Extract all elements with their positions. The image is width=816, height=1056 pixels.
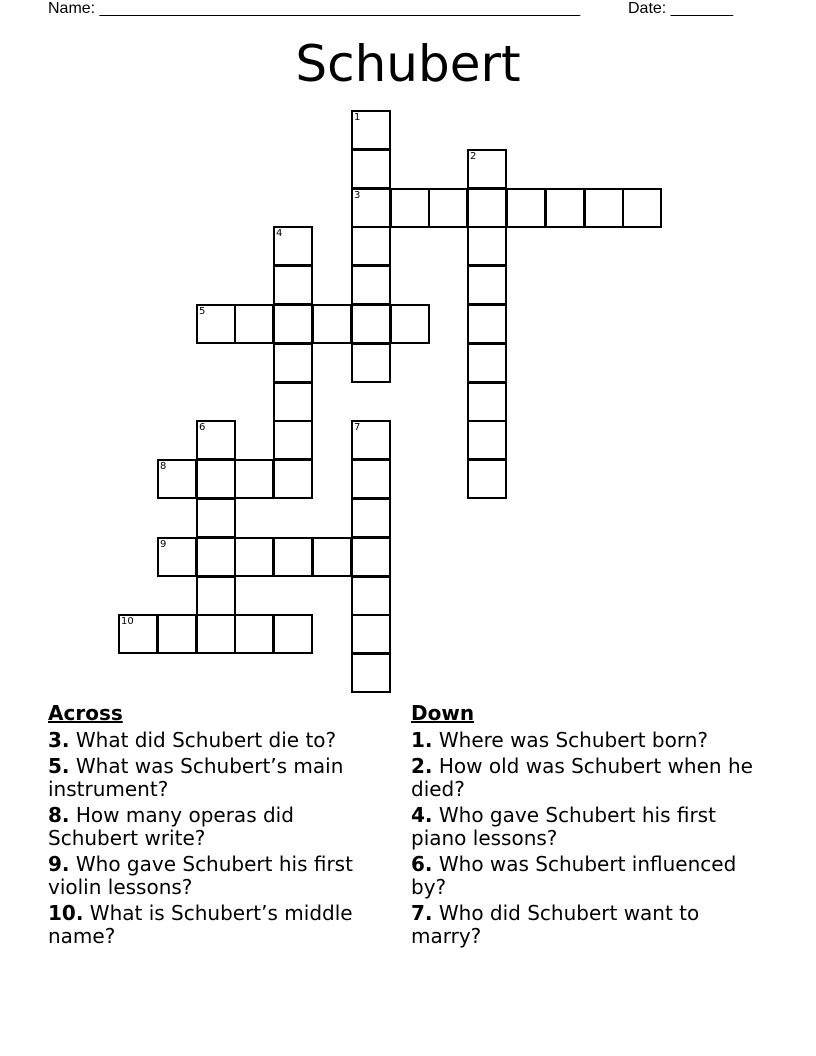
grid-cell xyxy=(506,188,546,228)
clue-text: Who was Schubert influenced by? xyxy=(411,852,737,899)
grid-cell xyxy=(351,188,391,228)
cell-number: 3 xyxy=(354,190,361,201)
grid-cell xyxy=(390,304,430,344)
grid-cell xyxy=(351,304,391,344)
clue-number: 7. xyxy=(411,901,433,925)
grid-cell xyxy=(196,420,236,460)
grid-cell xyxy=(467,265,507,305)
cell-number: 6 xyxy=(199,422,206,433)
grid-cell xyxy=(273,537,313,577)
down-clue xyxy=(411,804,756,850)
grid-cell xyxy=(351,343,391,383)
clue-text: Who gave Schubert his first piano lessons? xyxy=(411,803,716,850)
grid-cell xyxy=(234,304,274,344)
down-clue xyxy=(411,755,756,801)
across-clue xyxy=(48,804,388,850)
grid-cell xyxy=(622,188,662,228)
cell-number: 5 xyxy=(199,306,206,317)
grid-cell xyxy=(196,459,236,499)
down-clue xyxy=(411,729,756,752)
grid-cell xyxy=(273,226,313,266)
grid-cell xyxy=(467,188,507,228)
down-clue xyxy=(411,853,756,899)
grid-cell xyxy=(312,537,352,577)
clue-number: 5. xyxy=(48,754,70,778)
date-field-label: Date: _______ xyxy=(628,0,733,17)
grid-cell xyxy=(467,149,507,189)
clue-text: How old was Schubert when he died? xyxy=(411,754,753,801)
across-clue xyxy=(48,729,388,752)
clue-number: 9. xyxy=(48,852,70,876)
name-field-label: Name: ______________________________________________________ xyxy=(48,0,581,17)
cell-number: 1 xyxy=(354,112,361,123)
grid-cell xyxy=(196,498,236,538)
grid-cell xyxy=(157,537,197,577)
grid-cell xyxy=(273,614,313,654)
cell-number: 9 xyxy=(160,539,167,550)
grid-cell xyxy=(273,420,313,460)
page-title: Schubert xyxy=(295,35,521,93)
grid-cell xyxy=(390,188,430,228)
grid-cell xyxy=(351,226,391,266)
grid-cell xyxy=(234,537,274,577)
grid-cell xyxy=(428,188,468,228)
grid-cell xyxy=(351,498,391,538)
clue-text: Where was Schubert born? xyxy=(438,728,709,752)
grid-cell xyxy=(351,420,391,460)
grid-cell xyxy=(467,420,507,460)
across-heading: Across xyxy=(48,701,123,725)
clue-number: 3. xyxy=(48,728,70,752)
down-clue xyxy=(411,902,756,948)
grid-cell xyxy=(545,188,585,228)
grid-cell xyxy=(467,382,507,422)
grid-cell xyxy=(351,459,391,499)
grid-cell xyxy=(467,226,507,266)
clue-text: How many operas did Schubert write? xyxy=(48,803,294,850)
cell-number: 4 xyxy=(276,228,283,239)
grid-cell xyxy=(467,343,507,383)
header-line xyxy=(48,0,748,19)
across-clue xyxy=(48,755,388,801)
clue-text: What was Schubert’s main instrument? xyxy=(48,754,344,801)
grid-cell xyxy=(273,304,313,344)
grid-cell xyxy=(467,459,507,499)
grid-cell xyxy=(351,614,391,654)
grid-cell xyxy=(351,149,391,189)
clue-number: 4. xyxy=(411,803,433,827)
grid-cell xyxy=(157,459,197,499)
across-clue xyxy=(48,853,388,899)
grid-cell xyxy=(196,537,236,577)
cell-number: 2 xyxy=(470,151,477,162)
grid-cell xyxy=(157,614,197,654)
grid-cell xyxy=(273,343,313,383)
grid-cell xyxy=(351,576,391,616)
cell-number: 7 xyxy=(354,422,361,433)
grid-cell xyxy=(196,614,236,654)
clue-number: 1. xyxy=(411,728,433,752)
clue-number: 6. xyxy=(411,852,433,876)
clue-text: What is Schubert’s middle name? xyxy=(48,901,353,948)
grid-cell xyxy=(351,265,391,305)
grid-cell xyxy=(234,459,274,499)
grid-cell xyxy=(118,614,158,654)
grid-cell xyxy=(273,459,313,499)
grid-cell xyxy=(351,537,391,577)
clue-number: 10. xyxy=(48,901,84,925)
grid-cell xyxy=(273,382,313,422)
clue-text: What did Schubert die to? xyxy=(75,728,337,752)
grid-cell xyxy=(196,576,236,616)
down-clues xyxy=(411,702,756,951)
clue-text: Who did Schubert want to marry? xyxy=(411,901,700,948)
grid-cell xyxy=(467,304,507,344)
across-clue xyxy=(48,902,388,948)
grid-cell xyxy=(196,304,236,344)
clue-number: 8. xyxy=(48,803,70,827)
grid-cell xyxy=(312,304,352,344)
cell-number: 8 xyxy=(160,461,167,472)
clue-text: Who gave Schubert his first violin lessons? xyxy=(48,852,353,899)
grid-cell xyxy=(584,188,624,228)
grid-cell xyxy=(234,614,274,654)
across-clues xyxy=(48,702,388,951)
grid-cell xyxy=(351,110,391,150)
grid-cell xyxy=(351,653,391,693)
clue-number: 2. xyxy=(411,754,433,778)
down-heading: Down xyxy=(411,701,475,725)
grid-cell xyxy=(273,265,313,305)
cell-number: 10 xyxy=(121,616,134,627)
